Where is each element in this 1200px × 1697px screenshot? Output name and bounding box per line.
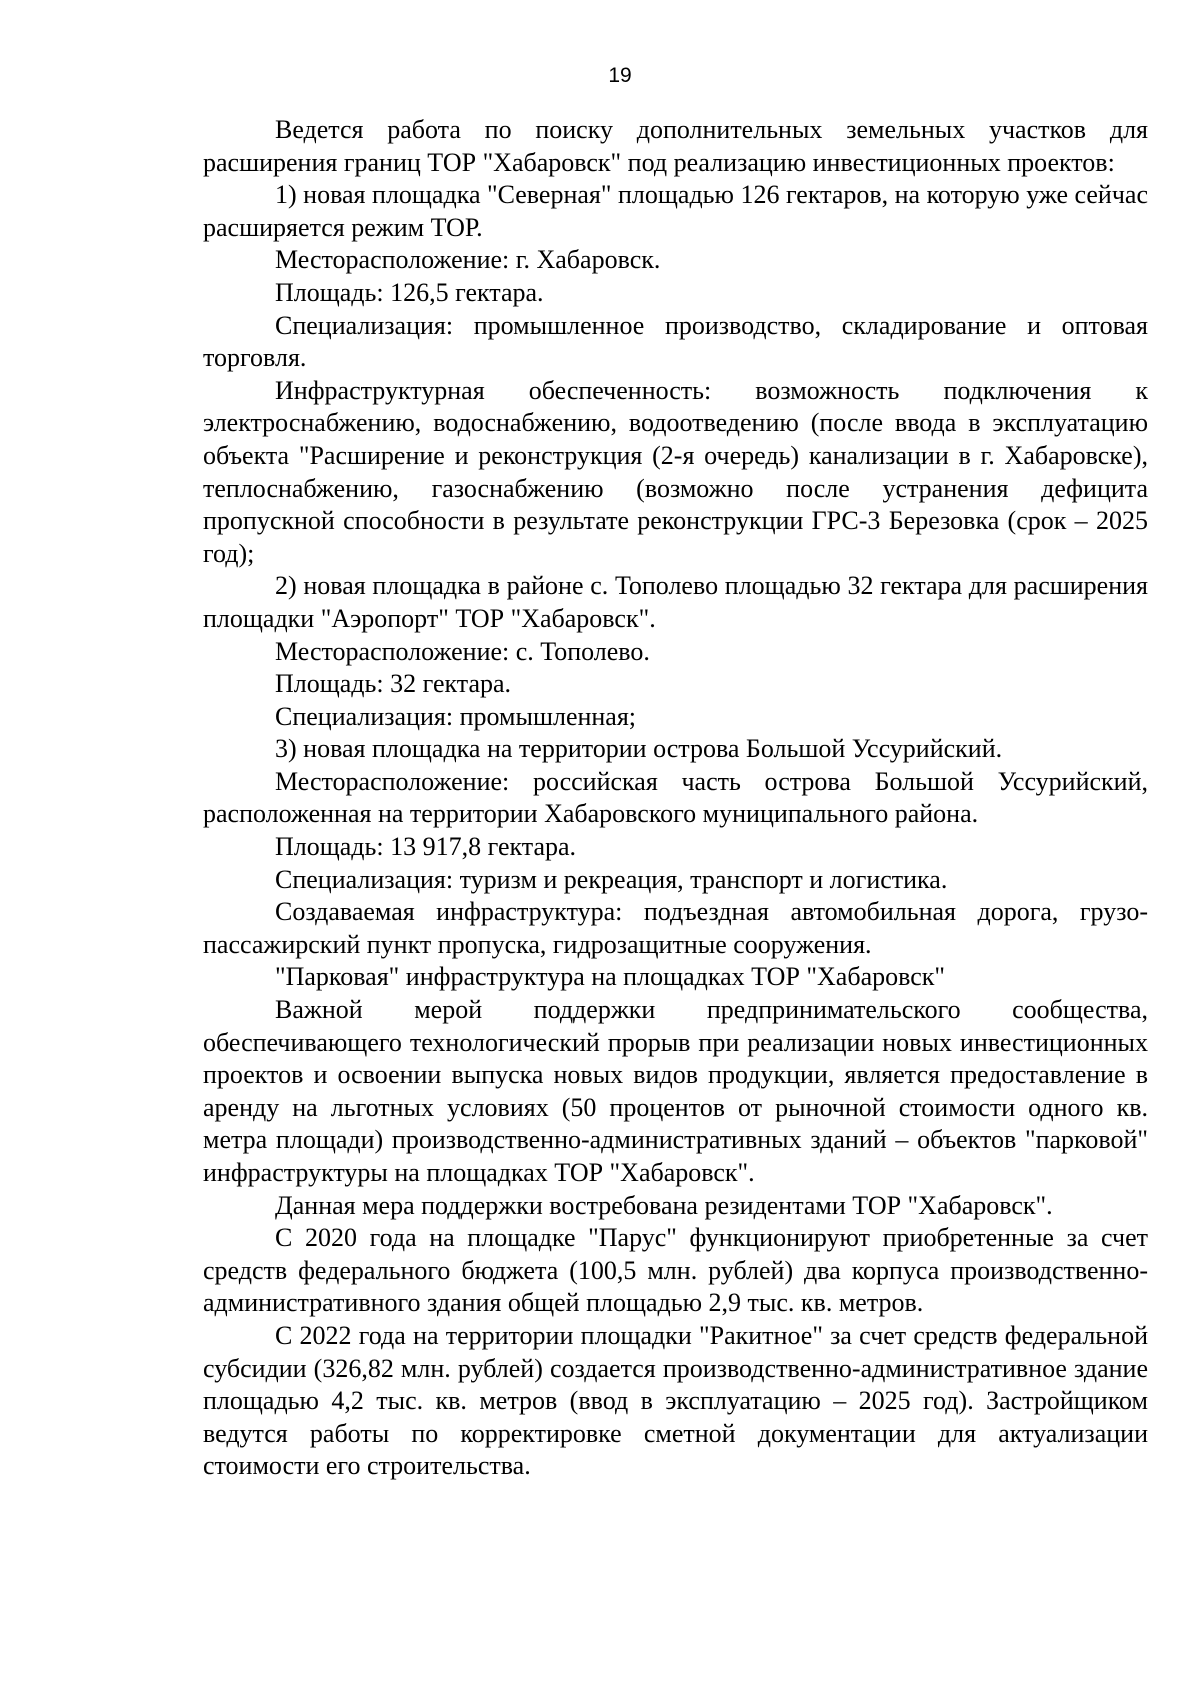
- paragraph-site-2-location: Месторасположение: с. Тополево.: [275, 636, 650, 666]
- section-heading-park-infrastructure: "Парковая" инфраструктура на площадках ТОР "Хабаровск": [275, 962, 946, 992]
- paragraph-support-measure: Важной мерой поддержки предпринимательского сообщества, обеспечивающего технологический прорыв при реализации новых инвестиционных проектов и освоении выпуска новых видов продукции, является предоставление в аренду на льготных условиях (50 процентов от рыночной стоимости одного кв. метра площади) производственно-административных зданий – объектов "парковой" инфраструктуры на площадках ТОР "Хабаровск".: [203, 995, 1148, 1187]
- paragraph-site-3-infrastructure: Создаваемая инфраструктура: подъездная автомобильная дорога, грузо-пассажирский пункт пропуска, гидрозащитные сооружения.: [203, 897, 1148, 959]
- paragraph-site-1-specialization: Специализация: промышленное производство, складирование и оптовая торговля.: [203, 310, 1148, 373]
- paragraph-site-3-specialization: Специализация: туризм и рекреация, транспорт и логистика.: [275, 864, 948, 894]
- paragraph-site-3-ussuriysky: 3) новая площадка на территории острова Большой Уссурийский.: [275, 734, 1003, 764]
- paragraph-demand: Данная мера поддержки востребована резидентами ТОР "Хабаровск".: [275, 1190, 1053, 1220]
- paragraph-rakitnoe: С 2022 года на территории площадки "Ракитное" за счет средств федеральной субсидии (326,82 млн. рублей) создается производственно-административное здание площадью 4,2 тыс. кв. метров (ввод в эксплуатацию – 2025 год). Застройщиком ведутся работы по корректировке сметной документации для актуализации стоимости его строительства.: [203, 1320, 1148, 1481]
- paragraph-site-1-infrastructure: Инфраструктурная обеспеченность: возможность подключения к электроснабжению, водоснабжению, водоотведению (после ввода в эксплуатацию объекта "Расширение и реконструкция (2-я очередь) канализации в г. Хабаровске), теплоснабжению, газоснабжению (возможно после устранения дефицита пропускной способности в результате реконструкции ГРС-3 Березовка (срок – 2025 год);: [203, 375, 1148, 568]
- paragraph-intro: Ведется работа по поиску дополнительных земельных участков для расширения границ ТОР "Хабаровск" под реализацию инвестиционных проектов:: [203, 115, 1148, 177]
- paragraph-site-2-topolevo: 2) новая площадка в районе с. Тополево площадью 32 гектара для расширения площадки "Аэропорт" ТОР "Хабаровск".: [203, 571, 1148, 633]
- document-body: [203, 114, 1148, 1483]
- paragraph-site-3-area: Площадь: 13 917,8 гектара.: [275, 832, 577, 862]
- paragraph-site-2-area: Площадь: 32 гектара.: [275, 669, 512, 699]
- page-number: 19: [608, 64, 632, 87]
- paragraph-site-2-specialization: Специализация: промышленная;: [275, 701, 637, 731]
- paragraph-site-1-area: Площадь: 126,5 гектара.: [275, 277, 544, 307]
- paragraph-site-3-location: Месторасположение: российская часть острова Большой Уссурийский, расположенная на территории Хабаровского муниципального района.: [203, 766, 1148, 829]
- paragraph-site-1-severnaya: 1) новая площадка "Северная" площадью 126 гектаров, на которую уже сейчас расширяется режим ТОР.: [203, 180, 1148, 242]
- paragraph-parus: С 2020 года на площадке "Парус" функционируют приобретенные за счет средств федерального бюджета (100,5 млн. рублей) два корпуса производственно-административного здания общей площадью 2,9 тыс. кв. метров.: [203, 1223, 1148, 1318]
- paragraph-site-1-location: Месторасположение: г. Хабаровск.: [275, 245, 661, 275]
